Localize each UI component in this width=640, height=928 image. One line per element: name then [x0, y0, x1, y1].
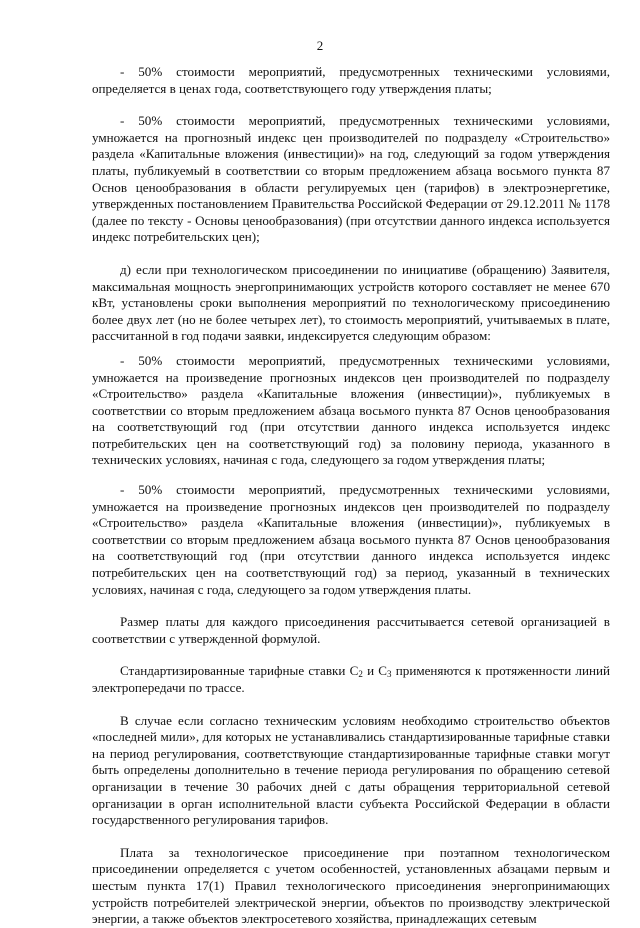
paragraph-standard-rates — [92, 663, 610, 696]
rates-text-middle: и С — [362, 663, 388, 679]
paragraph-half-period-index: - 50% стоимости мероприятий, предусмотренных техническими условиями, умножается на произведение прогнозных индексов цен производителей по подразделу «Строительство» раздела «Капитальные вложения (инвестиции)», публикуемых в соответствии со вторым предложением абзаца восьмого пункта 87 Основ ценообразования на соответствующий год (при отсутствии данного индекса используется индекс потребительских цен на соответствующий год) за половину периода, указанного в технических условиях, начиная с года, следующего за годом утверждения платы; — [92, 352, 610, 468]
page-number: 2 — [316, 38, 324, 53]
document-body — [92, 64, 610, 928]
paragraph-item-d: д) если при технологическом присоединении по инициативе (обращению) Заявителя, максимальная мощность энергопринимающих устройств которого составляет не менее 670 кВт, установлены сроки выполнения мероприятий по технологическому присоединению более двух лет (но не более четырех лет), то стоимость мероприятий, учитываемых в плате, рассчитанной в год подачи заявки, индексируется следующим образом: — [92, 261, 610, 344]
rates-text-after: применяются к протяженности линий электропередачи по трассе. — [92, 663, 610, 695]
paragraph-full-period-index: - 50% стоимости мероприятий, предусмотренных техническими условиями, умножается на произведение прогнозных индексов цен производителей по подразделу «Строительство» раздела «Капитальные вложения (инвестиции)», публикуемых в соответствии со вторым предложением абзаца восьмого пункта 87 Основ ценообразования на соответствующий год (при отсутствии данного индекса используется индекс потребительских цен на соответствующий год) за период, указанный в технических условиях, начиная с года, следующего за годом утверждения платы. — [92, 482, 610, 597]
paragraph-price-current-year: - 50% стоимости мероприятий, предусмотренных техническими условиями, определяется в ценах года, соответствующего году утверждения платы; — [92, 64, 610, 96]
paragraph-stepwise-connection: Плата за технологическое присоединение при поэтапном технологическом присоединении определяется с учетом особенностей, установленных абзацами первым и шестым пункта 17(1) Правил технологического присоединения энергопринимающих устройств потребителей электрической энергии, объектов по производству электрической энергии, а также объектов электросетевого хозяйства, принадлежащих сетевым — [92, 844, 610, 927]
paragraph-fee-calculation: Размер платы для каждого присоединения рассчитывается сетевой организацией в соответствии с утвержденной формулой. — [92, 614, 610, 646]
paragraph-last-mile: В случае если согласно техническим условиям необходимо строительство объектов «последней мили», для которых не устанавливались стандартизированные тарифные ставки на период регулирования, соответствующие стандартизированные тарифные ставки могут быть определены дополнительно в течение периода регулирования по обращению сетевой организации в течение 30 рабочих дней с даты обращения территориальной сетевой организации в орган исполнительной власти субъекта Российской Федерации в области государственного регулирования тарифов. — [92, 712, 610, 828]
paragraph-price-index-next-year: - 50% стоимости мероприятий, предусмотренных техническими условиями, умножается на прогнозный индекс цен производителей по подразделу «Строительство» раздела «Капитальные вложения (инвестиции)» на год, следующий за годом утверждения платы, публикуемый в соответствии со вторым предложением абзаца восьмого пункта 87 Основ ценообразования в области регулируемых цен (тарифов) в электроэнергетике, утвержденных постановлением Правительства Российской Федерации от 29.12.2011 № 1178 (далее по тексту - Основы ценообразования) (при отсутствии данного индекса используется индекс потребительских цен); — [92, 113, 610, 245]
rate-subscript-3: 3 — [387, 669, 392, 680]
rates-text-before: Стандартизированные тарифные ставки С — [120, 663, 359, 679]
rate-subscript-2: 2 — [358, 669, 363, 680]
